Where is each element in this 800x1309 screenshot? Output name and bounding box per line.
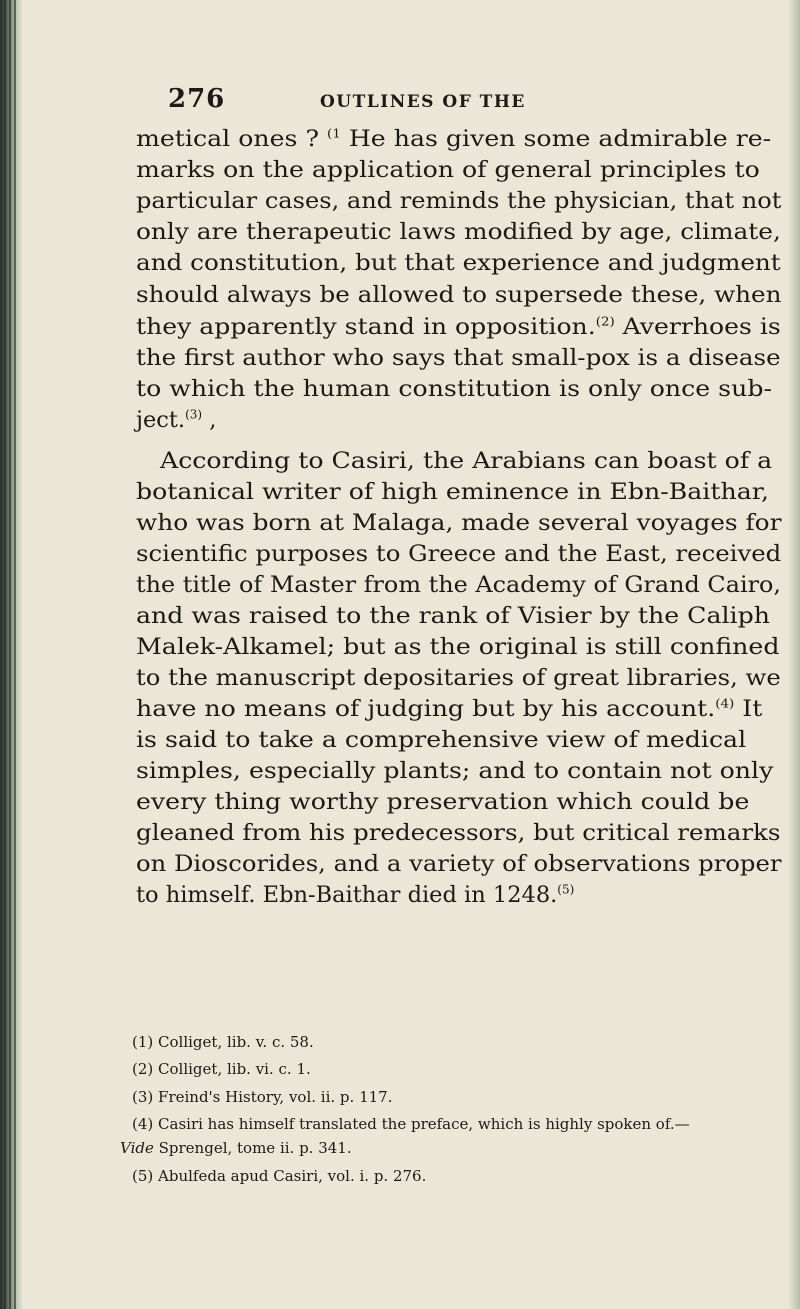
text-line xyxy=(136,880,574,910)
text-line xyxy=(136,312,781,342)
text-line-main: and was raised to the rank of Visier by the Caliph xyxy=(136,603,770,629)
text-line xyxy=(136,343,781,373)
footnote-text: Colliget, lib. v. c. 58. xyxy=(158,1033,314,1051)
text-line xyxy=(136,477,769,507)
text-line-main: on Dioscorides, and a variety of observations proper xyxy=(136,851,782,877)
text-line-main: scientific purposes to Greece and the East, received xyxy=(136,541,782,567)
footnote-marker: (3) xyxy=(185,407,203,422)
text-line xyxy=(136,217,781,247)
text-line xyxy=(136,280,781,310)
footnote-number: (4) xyxy=(132,1115,154,1133)
text-line-main: botanical writer of high eminence in Ebn-Baithar, xyxy=(136,479,770,505)
text-line-main: to the manuscript depositaries of great libraries, we xyxy=(136,665,781,691)
text-line-main: the first author who says that small-pox is a disease xyxy=(136,345,781,371)
footnote-text: Freind's History, vol. ii. p. 117. xyxy=(158,1088,393,1106)
footnote xyxy=(132,1059,311,1079)
footnote xyxy=(132,1166,426,1186)
footnote-marker: (1 xyxy=(326,126,341,141)
footnote-text: Sprengel, tome ii. p. 341. xyxy=(153,1139,352,1157)
text-line xyxy=(136,405,216,435)
footnote xyxy=(132,1032,314,1052)
text-line-main: to which the human constitution is only once sub- xyxy=(136,376,772,402)
text-line-main: and constitution, but that experience and judgment xyxy=(136,250,781,276)
text-line-main: simples, especially plants; and to contain not only xyxy=(136,758,774,784)
text-line xyxy=(136,601,770,631)
text-line xyxy=(136,508,781,538)
text-line-main: metical ones ? xyxy=(136,126,327,152)
book-binding-edge xyxy=(0,0,22,1309)
footnote xyxy=(132,1114,690,1134)
text-line-main: ject. xyxy=(136,407,186,433)
text-line-main: only are therapeutic laws modified by age, climate, xyxy=(136,219,781,245)
footnote-text: Abulfeda apud Casiri, vol. i. p. 276. xyxy=(158,1167,427,1185)
text-line-main: According to Casiri, the Arabians can boast of a xyxy=(160,448,773,474)
text-line-main: should always be allowed to supersede these, when xyxy=(136,282,782,308)
text-line-main: who was born at Malaga, made several voyages for xyxy=(136,510,782,536)
text-line-main: Malek-Alkamel; but as the original is still confined xyxy=(136,634,780,660)
text-line xyxy=(136,155,760,185)
text-line-main: particular cases, and reminds the physician, that not xyxy=(136,188,782,214)
footnote-marker: (5) xyxy=(557,882,575,897)
footnote xyxy=(132,1087,392,1107)
text-line xyxy=(136,248,781,278)
text-line-main: gleaned from his predecessors, but critical remarks xyxy=(136,820,781,846)
text-line xyxy=(136,694,762,724)
footnote-number: (2) xyxy=(132,1060,154,1078)
text-line xyxy=(136,756,773,786)
text-line xyxy=(136,186,781,216)
footnote-text: Colliget, lib. vi. c. 1. xyxy=(158,1060,311,1078)
text-line-continuation: Averrhoes is xyxy=(614,314,781,340)
text-line xyxy=(160,446,772,476)
text-line-main: the title of Master from the Academy of Grand Cairo, xyxy=(136,572,782,598)
text-line-main: to himself. Ebn-Baithar died in 1248. xyxy=(136,882,558,908)
text-line-continuation: , xyxy=(202,407,217,433)
text-line-main: have no means of judging but by his account. xyxy=(136,696,716,722)
text-line xyxy=(136,787,749,817)
text-line xyxy=(136,632,779,662)
text-line xyxy=(136,663,781,693)
text-line-continuation: It xyxy=(734,696,763,722)
text-line-continuation: He has given some admirable re- xyxy=(340,126,772,152)
footnote-number: (3) xyxy=(132,1088,154,1106)
text-line xyxy=(136,570,781,600)
footnote-marker: (2) xyxy=(595,314,615,329)
text-line-main: is said to take a comprehensive view of medical xyxy=(136,727,747,753)
footnote-number: (5) xyxy=(132,1167,154,1185)
page-right-edge xyxy=(788,0,800,1309)
text-line xyxy=(136,374,772,404)
text-line xyxy=(136,818,781,848)
text-line-main: every thing worthy preservation which could be xyxy=(136,789,750,815)
footnote-text: Casiri has himself translated the preface, which is highly spoken of.— xyxy=(158,1115,690,1133)
footnote xyxy=(120,1138,352,1158)
running-head: OUTLINES OF THE xyxy=(320,92,526,112)
footnote-italic: Vide xyxy=(120,1139,154,1157)
text-line xyxy=(136,725,746,755)
footnote-number: (1) xyxy=(132,1033,154,1051)
page-number: 276 xyxy=(168,84,226,114)
text-line xyxy=(136,849,781,879)
text-line xyxy=(136,539,781,569)
text-line-main: marks on the application of general principles to xyxy=(136,157,760,183)
text-line-main: they apparently stand in opposition. xyxy=(136,314,596,340)
footnote-marker: (4) xyxy=(715,696,735,711)
text-line xyxy=(136,124,771,154)
